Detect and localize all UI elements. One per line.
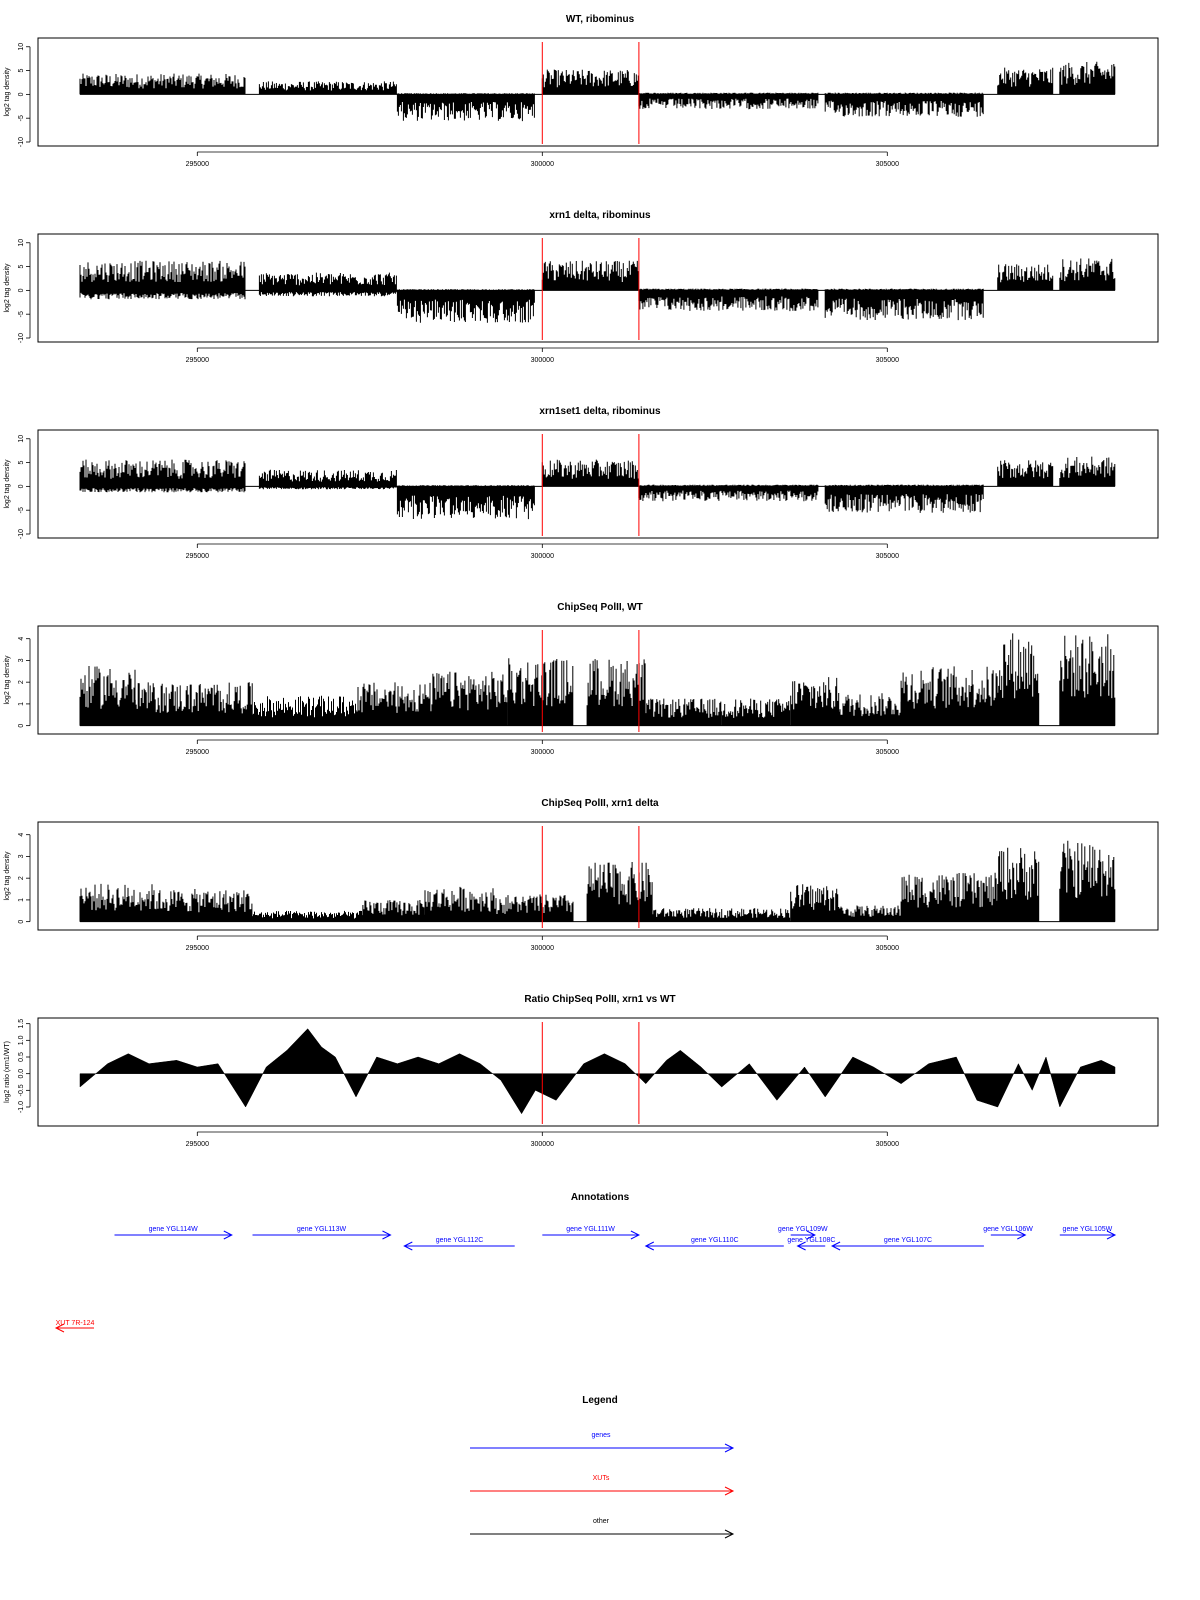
data-segment bbox=[639, 289, 818, 312]
gene-label: gene YGL114W bbox=[148, 1226, 198, 1233]
signal-bars bbox=[825, 485, 983, 513]
signal-bars bbox=[80, 666, 135, 726]
data-segment bbox=[998, 848, 1039, 922]
y-tick-label: 5 bbox=[18, 68, 25, 73]
signal-bars bbox=[998, 264, 1053, 290]
data-segment bbox=[542, 70, 638, 95]
signal-bars bbox=[397, 289, 534, 323]
data-segment bbox=[998, 460, 1053, 486]
data-segment bbox=[80, 666, 135, 726]
data-segment bbox=[791, 677, 839, 726]
x-tick-label: 300000 bbox=[530, 161, 554, 168]
legend-item bbox=[470, 1432, 733, 1452]
y-tick-label: 3 bbox=[18, 658, 25, 663]
gene-label: gene YGL106W bbox=[983, 1226, 1033, 1233]
signal-bars bbox=[839, 906, 901, 922]
data-segment bbox=[1060, 841, 1115, 922]
signal-bars bbox=[1060, 634, 1115, 725]
signal-bars bbox=[542, 460, 638, 487]
signal-bars bbox=[639, 485, 818, 502]
y-tick-label: 2 bbox=[18, 876, 25, 881]
y-axis-label: log2 tag density bbox=[4, 655, 11, 705]
signal-bars bbox=[722, 699, 790, 726]
signal-bars bbox=[508, 658, 573, 726]
data-segment bbox=[508, 658, 573, 726]
signal-bars bbox=[253, 696, 356, 726]
x-tick-label: 295000 bbox=[185, 1141, 209, 1148]
legend-item bbox=[470, 1475, 733, 1495]
y-axis-label: log2 tag density bbox=[4, 67, 11, 117]
chart-title: ChipSeq PolII, WT bbox=[557, 602, 643, 613]
signal-bars bbox=[998, 848, 1039, 922]
signal-bars bbox=[791, 677, 839, 726]
data-segment bbox=[356, 682, 431, 725]
data-segment bbox=[80, 74, 245, 95]
ratio-area bbox=[80, 1029, 1115, 1114]
x-tick-label: 305000 bbox=[875, 1141, 899, 1148]
data-segment bbox=[825, 289, 983, 321]
gene-arrow bbox=[542, 1226, 639, 1239]
x-tick-label: 300000 bbox=[530, 945, 554, 952]
y-tick-label: 0 bbox=[18, 288, 25, 293]
signal-bars bbox=[587, 659, 645, 726]
signal-bars bbox=[653, 908, 790, 922]
y-tick-label: -10 bbox=[18, 332, 25, 344]
y-tick-label: 10 bbox=[18, 42, 25, 51]
signal-bars bbox=[901, 873, 997, 922]
chart-panel-3 bbox=[4, 406, 1158, 560]
chart-title: ChipSeq PolII, xrn1 delta bbox=[541, 798, 659, 809]
data-segment bbox=[639, 93, 818, 110]
data-segment bbox=[791, 884, 839, 921]
data-bars bbox=[80, 633, 1115, 725]
gene-label: gene YGL108C bbox=[787, 1237, 836, 1244]
signal-bars bbox=[397, 485, 534, 519]
gene-label: gene YGL113W bbox=[296, 1226, 347, 1233]
gene-arrow bbox=[115, 1226, 232, 1239]
data-segment bbox=[425, 887, 493, 922]
signal-bars bbox=[80, 261, 245, 300]
annotations-title: Annotations bbox=[570, 1192, 630, 1203]
y-tick-label: -0.5 bbox=[18, 1084, 25, 1097]
y-tick-label: 5 bbox=[18, 460, 25, 465]
x-tick-label: 295000 bbox=[185, 749, 209, 756]
data-segment bbox=[397, 485, 534, 519]
legend-label: XUTs bbox=[592, 1475, 610, 1482]
data-segment bbox=[80, 884, 155, 922]
signal-bars bbox=[356, 682, 431, 725]
gene-arrow bbox=[253, 1226, 391, 1239]
x-tick-label: 305000 bbox=[875, 749, 899, 756]
data-segment bbox=[839, 693, 901, 725]
x-tick-label: 305000 bbox=[875, 161, 899, 168]
data-segment bbox=[259, 273, 396, 297]
chart-panel-2 bbox=[4, 210, 1158, 364]
legend-label: genes bbox=[591, 1432, 611, 1439]
x-tick-label: 305000 bbox=[875, 553, 899, 560]
data-segment bbox=[259, 81, 396, 94]
y-tick-label: 0 bbox=[18, 723, 25, 728]
y-tick-label: 4 bbox=[18, 832, 25, 837]
data-segment bbox=[998, 68, 1053, 95]
signal-bars bbox=[542, 70, 638, 95]
data-segment bbox=[653, 908, 790, 922]
x-tick-label: 305000 bbox=[875, 357, 899, 364]
data-segment bbox=[542, 460, 638, 487]
data-segment bbox=[542, 261, 638, 291]
signal-bars bbox=[135, 682, 252, 726]
data-bars bbox=[80, 62, 1115, 121]
legend-label: other bbox=[593, 1518, 609, 1525]
chart-title: xrn1set1 delta, ribominus bbox=[539, 406, 661, 417]
y-axis-label: log2 ratio (xrn1/WT) bbox=[4, 1041, 11, 1103]
y-axis-label: log2 tag density bbox=[4, 459, 11, 509]
data-segment bbox=[156, 889, 252, 922]
data-segment bbox=[639, 485, 818, 502]
chart-panel-4 bbox=[4, 602, 1158, 756]
signal-bars bbox=[998, 460, 1053, 486]
data-segment bbox=[825, 93, 983, 117]
signal-bars bbox=[639, 93, 818, 110]
gene-arrow bbox=[832, 1237, 984, 1250]
x-tick-label: 295000 bbox=[185, 945, 209, 952]
signal-bars bbox=[1060, 62, 1115, 95]
data-segment bbox=[494, 895, 573, 922]
chart-panel-5 bbox=[4, 798, 1158, 952]
gene-arrow bbox=[787, 1237, 835, 1250]
y-axis-label: log2 tag density bbox=[4, 851, 11, 901]
data-bars bbox=[80, 457, 1115, 519]
y-tick-label: -10 bbox=[18, 136, 25, 148]
y-tick-label: 10 bbox=[18, 238, 25, 247]
y-tick-label: 1 bbox=[18, 897, 25, 902]
data-segment bbox=[998, 633, 1039, 725]
signal-bars bbox=[825, 289, 983, 321]
y-tick-label: 5 bbox=[18, 264, 25, 269]
data-segment bbox=[901, 873, 997, 922]
signal-bars bbox=[432, 672, 507, 726]
signal-bars bbox=[397, 93, 534, 121]
data-segment bbox=[1060, 457, 1115, 487]
data-bars bbox=[80, 841, 1115, 922]
data-segment bbox=[722, 699, 790, 726]
signal-bars bbox=[80, 460, 245, 493]
signal-bars bbox=[425, 887, 493, 922]
signal-bars bbox=[998, 633, 1039, 725]
data-segment bbox=[839, 906, 901, 922]
gene-label: gene YGL112C bbox=[435, 1237, 484, 1244]
y-tick-label: 3 bbox=[18, 854, 25, 859]
data-segment bbox=[80, 261, 245, 300]
data-segment bbox=[363, 900, 425, 922]
gene-arrow bbox=[983, 1226, 1033, 1239]
signal-bars bbox=[259, 273, 396, 297]
y-tick-label: -10 bbox=[18, 528, 25, 540]
y-tick-label: -5 bbox=[18, 115, 25, 122]
data-segment bbox=[998, 264, 1053, 290]
xut-arrow bbox=[56, 1320, 95, 1332]
signal-bars bbox=[1060, 841, 1115, 922]
gene-arrow bbox=[646, 1237, 784, 1250]
gene-label: gene YGL110C bbox=[690, 1237, 739, 1244]
data-segment bbox=[253, 696, 356, 726]
data-segment bbox=[1060, 62, 1115, 95]
signal-bars bbox=[363, 900, 425, 922]
y-tick-label: 0 bbox=[18, 92, 25, 97]
x-tick-label: 305000 bbox=[875, 945, 899, 952]
signal-bars bbox=[587, 862, 652, 922]
y-axis-label: log2 tag density bbox=[4, 263, 11, 313]
x-tick-label: 300000 bbox=[530, 1141, 554, 1148]
y-tick-label: 1.0 bbox=[18, 1035, 25, 1046]
data-segment bbox=[1060, 259, 1115, 291]
signal-bars bbox=[839, 693, 901, 725]
data-segment bbox=[901, 666, 997, 725]
chart-title: WT, ribominus bbox=[565, 14, 635, 25]
signal-bars bbox=[253, 911, 363, 922]
y-tick-label: -1.0 bbox=[18, 1100, 25, 1114]
x-tick-label: 295000 bbox=[185, 161, 209, 168]
gene-arrow bbox=[1060, 1226, 1115, 1239]
signal-bars bbox=[639, 289, 818, 312]
legend-item bbox=[470, 1518, 733, 1538]
chart-title: Ratio ChipSeq PolII, xrn1 vs WT bbox=[524, 994, 676, 1005]
signal-bars bbox=[791, 884, 839, 921]
y-tick-label: 1.5 bbox=[18, 1018, 26, 1029]
data-segment bbox=[646, 699, 721, 726]
x-tick-label: 300000 bbox=[530, 553, 554, 560]
data-segment bbox=[432, 672, 507, 726]
signal-bars bbox=[998, 68, 1053, 95]
gene-label: gene YGL107C bbox=[883, 1237, 933, 1244]
signal-bars bbox=[646, 699, 721, 726]
y-tick-label: 10 bbox=[18, 434, 25, 443]
data-segment bbox=[825, 485, 983, 513]
signal-bars bbox=[825, 93, 983, 117]
signal-bars bbox=[542, 261, 638, 291]
gene-label: gene YGL109W bbox=[777, 1226, 828, 1233]
x-tick-label: 300000 bbox=[530, 749, 554, 756]
chart-panel-6 bbox=[4, 994, 1158, 1148]
x-tick-label: 295000 bbox=[185, 553, 209, 560]
y-tick-label: 0.0 bbox=[18, 1068, 25, 1079]
signal-bars bbox=[80, 884, 155, 922]
data-segment bbox=[397, 289, 534, 323]
x-tick-label: 295000 bbox=[185, 357, 209, 364]
y-tick-label: 4 bbox=[18, 636, 25, 641]
gene-arrow bbox=[404, 1237, 514, 1250]
legend-panel bbox=[470, 1395, 733, 1538]
x-tick-label: 300000 bbox=[530, 357, 554, 364]
y-tick-label: -5 bbox=[18, 311, 25, 318]
data-segment bbox=[135, 682, 252, 726]
signal-bars bbox=[259, 81, 396, 94]
chart-panel-1 bbox=[4, 14, 1158, 168]
data-segment bbox=[253, 911, 363, 922]
data-segment bbox=[587, 659, 645, 726]
y-tick-label: 0.5 bbox=[18, 1052, 25, 1062]
y-tick-label: 2 bbox=[18, 680, 25, 685]
gene-label: gene YGL105W bbox=[1062, 1226, 1113, 1233]
y-tick-label: 0 bbox=[18, 484, 25, 489]
signal-bars bbox=[1060, 457, 1115, 487]
annotations-panel bbox=[56, 1192, 1115, 1332]
chart-title: xrn1 delta, ribominus bbox=[549, 210, 651, 221]
signal-bars bbox=[901, 666, 997, 725]
y-tick-label: 1 bbox=[18, 701, 25, 706]
y-tick-label: 0 bbox=[18, 919, 25, 924]
xut-label: XUT 7R-124 bbox=[55, 1320, 95, 1327]
signal-bars bbox=[1060, 259, 1115, 291]
y-tick-label: -5 bbox=[18, 507, 25, 514]
gene-label: gene YGL111W bbox=[566, 1226, 615, 1233]
data-segment bbox=[1060, 634, 1115, 725]
signal-bars bbox=[80, 74, 245, 95]
signal-bars bbox=[494, 895, 573, 922]
data-segment bbox=[587, 862, 652, 922]
data-segment bbox=[80, 460, 245, 493]
data-segment bbox=[397, 93, 534, 121]
legend-title: Legend bbox=[582, 1395, 618, 1406]
signal-bars bbox=[156, 889, 252, 922]
